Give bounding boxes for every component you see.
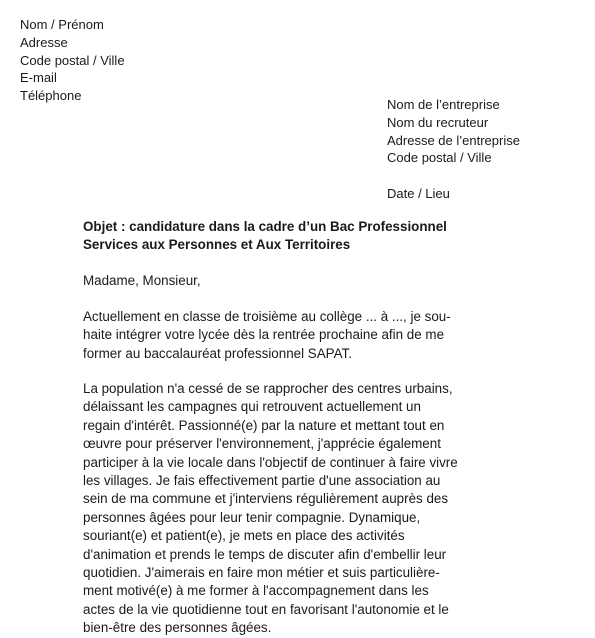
paragraph-line: d'animation et prends le temps de discuter afin d'embellir leur [83, 546, 447, 562]
paragraph-line: bien-être des personnes âgées. [83, 620, 272, 636]
paragraph-line: La population n'a cessé de se rapprocher des centres urbains, [83, 381, 453, 396]
salutation [83, 272, 523, 290]
paragraph-line: les villages. Je fais effectivement partie d'une association au [83, 473, 441, 489]
paragraph-line: œuvre pour préserver l'environnement, j'apprécie également [83, 436, 441, 452]
recipient-block [387, 96, 520, 203]
paragraph-line: ment motivé(e) à me former à l'accompagnement dans les [83, 583, 429, 599]
salutation-text: Madame, Monsieur, [83, 273, 201, 288]
paragraph-intro [83, 308, 523, 363]
sender-block [20, 16, 125, 105]
paragraph-line: former au baccalauréat professionnel SAPAT. [83, 345, 352, 361]
paragraph-line: Actuellement en classe de troisième au collège ... à ..., je sou- [83, 309, 451, 324]
recipient-recruiter: Nom du recruteur [387, 114, 489, 130]
paragraph-line: délaissant les campagnes qui retrouvent actuellement un [83, 399, 421, 415]
paragraph-line: actes de la vie quotidienne tout en favorisant l'autonomie et le [83, 601, 449, 617]
subject-line-2: Services aux Personnes et Aux Territoires [83, 237, 351, 253]
paragraph-motivation [83, 380, 523, 638]
recipient-company: Nom de l’entreprise [387, 97, 500, 112]
sender-email: E-mail [20, 70, 57, 86]
paragraph-line: regain d'intérêt. Passionné(e) par la nature et mettant tout en [83, 417, 445, 433]
paragraph-line: personnes âgées pour leur tenir compagnie. Dynamique, [83, 509, 421, 525]
paragraph-line: participer à la vie locale dans l'objectif de continuer à faire vivre [83, 454, 458, 470]
recipient-address: Adresse de l’entreprise [387, 132, 520, 148]
paragraph-line: souriant(e) et patient(e), je mets en place des activités [83, 528, 405, 544]
date-place: Date / Lieu [387, 185, 450, 201]
subject-line-1: Objet : candidature dans la cadre d’un Bac Professionnel [83, 219, 447, 234]
sender-address: Adresse [20, 34, 68, 50]
paragraph-line: quotidien. J'aimerais en faire mon métier et suis particulière- [83, 565, 440, 581]
sender-postcode-city: Code postal / Ville [20, 52, 125, 68]
sender-phone: Téléphone [20, 88, 82, 104]
recipient-postcode-city: Code postal / Ville [387, 150, 492, 166]
sender-name: Nom / Prénom [20, 17, 104, 32]
paragraph-line: haite intégrer votre lycée dès la rentrée prochaine afin de me [83, 327, 445, 343]
paragraph-line: sein de ma commune et j'interviens régulièrement auprès des [83, 491, 449, 507]
subject-line [83, 218, 523, 255]
